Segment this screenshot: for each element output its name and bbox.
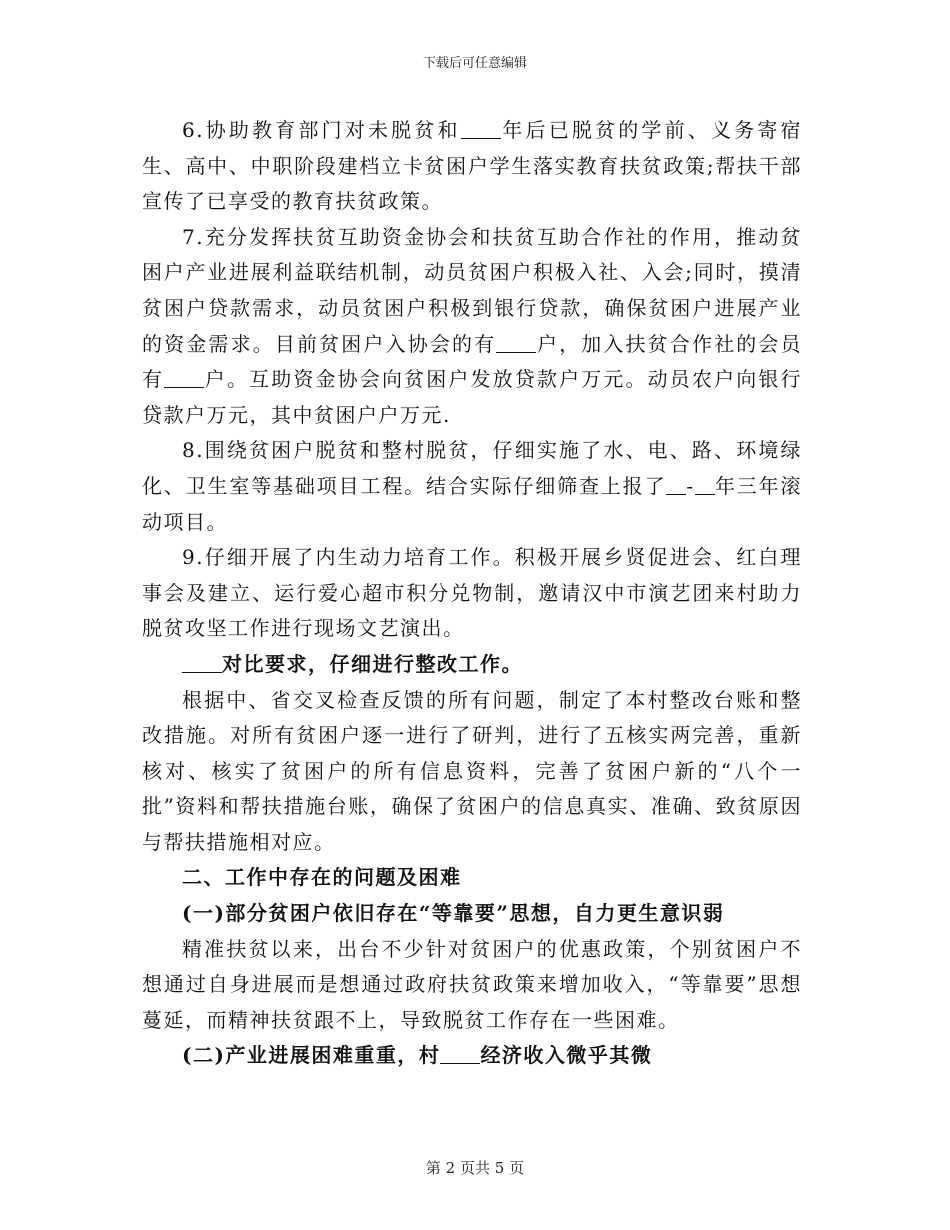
blank-underline (461, 118, 501, 139)
subheading-2 (142, 1038, 802, 1074)
paragraph-problem-1: 精准扶贫以来，出台不少针对贫困户的优惠政策，个别贫困户不想通过自身进展而是想通过政府扶贫政策来增加收入，“等靠要”思想蔓延，而精神扶贫跟不上，导致脱贫工作存在一些困难。 (142, 936, 802, 1032)
blank-underline (182, 652, 222, 673)
paragraph-rectification: 根据中、省交叉检查反馈的所有问题，制定了本村整改台账和整改措施。对所有贫困户逐一进行了研判，进行了五核实两完善，重新核对、核实了贫困户的所有信息资料，完善了贫困户新的“八个一批”资料和帮扶措施台账，确保了贫困户的信息真实、准确、致贫原因与帮扶措施相对应。 (142, 687, 802, 854)
paragraph-text: - (686, 473, 695, 498)
blank-underline (164, 367, 204, 388)
heading-text: 经济收入微乎其微 (480, 1043, 653, 1068)
section-heading-problems: 二、工作中存在的问题及困难 (182, 865, 462, 890)
heading-text: (二)产业进展困难重重，村 (182, 1043, 441, 1068)
paragraph-text: 年后已脱贫的学前、义务寄宿生、高中、中职阶段建档立卡贫困户学生落实教育扶贫政策;帮扶干部宣传了已享受的教育扶贫政策。 (142, 118, 802, 214)
paragraph-7 (142, 220, 802, 434)
subheading-1: (一)部分贫困户依旧存在“等靠要”思想，自力更生意识弱 (182, 901, 725, 926)
paragraph-text: 户。互助资金协会向贫困户发放贷款户万元。动员农户向银行贷款户万元，其中贫困户户万元. (142, 367, 803, 427)
paragraph-text: 户，加入扶贫合作社的会员有 (142, 331, 803, 392)
paragraph-9: 9.仔细开展了内生动力培育工作。积极开展乡贤促进会、红白理事会及建立、运行爱心超市积分兑物制，邀请汉中市演艺团来村助力脱贫攻坚工作进行现场文艺演出。 (142, 545, 802, 641)
document-body (142, 113, 802, 1074)
page-footer: 第 2 页共 5 页 (425, 1159, 525, 1177)
blank-underline (666, 474, 686, 495)
paragraph-8 (142, 433, 802, 540)
heading-text: 对比要求，仔细进行整改工作。 (222, 651, 523, 676)
paragraph-text: 7.充分发挥扶贫互助资金协会和扶贫互助合作社的作用，推动贫困户产业进展利益联结机制，动员贫困户积极入社、入会;同时，摸清贫困户贷款需求，动员贫困户积极到银行贷款，确保贫困户进展产业的资金需求。目前贫困户入协会的有 (142, 224, 802, 356)
blank-underline (440, 1043, 480, 1064)
paragraph-text: 年三年滚动项目。 (142, 473, 802, 534)
paragraph-text: 8.围绕贫困户脱贫和整村脱贫，仔细实施了水、电、路、环境绿化、卫生室等基础项目工程。结合实际仔细筛查上报了 (142, 438, 802, 498)
blank-underline (695, 474, 715, 495)
section-heading-rectification (142, 647, 802, 683)
page-header: 下载后可任意编辑 (422, 56, 527, 71)
blank-underline (496, 332, 536, 353)
paragraph-6 (142, 113, 802, 220)
paragraph-text: 6.协助教育部门对未脱贫和 (182, 118, 461, 142)
